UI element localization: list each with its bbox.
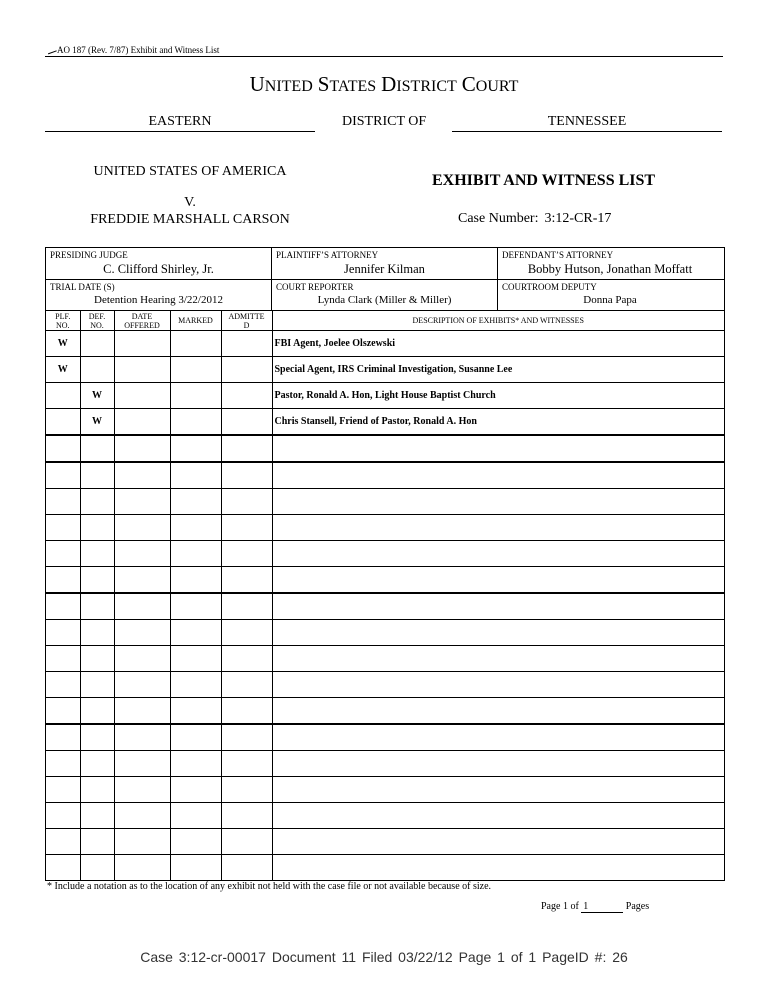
plf-no-cell: W xyxy=(46,357,80,383)
plf-no-header: PLF. NO. xyxy=(46,311,80,331)
plf-no-cell xyxy=(46,672,80,698)
defendant-attorney-cell xyxy=(498,248,722,279)
table-row xyxy=(46,829,724,855)
admitted-cell xyxy=(221,383,272,409)
admitted-cell xyxy=(221,646,272,672)
case-number xyxy=(458,211,611,227)
marked-cell xyxy=(170,357,221,383)
defendant-name: FREDDIE MARSHALL CARSON xyxy=(90,212,290,227)
case-number-label: Case Number: xyxy=(458,211,539,226)
date-offered-cell xyxy=(114,541,170,567)
page-suffix: Pages xyxy=(625,901,650,912)
plf-no-cell xyxy=(46,541,80,567)
admitted-cell xyxy=(221,803,272,829)
marked-cell xyxy=(170,567,221,594)
table-row xyxy=(46,751,724,777)
date-offered-cell xyxy=(114,435,170,462)
marked-cell xyxy=(170,462,221,489)
description-cell xyxy=(272,724,724,751)
pen-icon xyxy=(46,46,57,55)
def-no-cell: W xyxy=(80,409,114,436)
plf-no-cell xyxy=(46,462,80,489)
description-cell xyxy=(272,751,724,777)
table-row xyxy=(46,620,724,646)
table-row xyxy=(46,383,724,409)
def-no-cell xyxy=(80,698,114,725)
date-offered-header: DATE OFFERED xyxy=(114,311,170,331)
def-no-cell: W xyxy=(80,383,114,409)
def-no-cell xyxy=(80,620,114,646)
court-title-cap: S xyxy=(317,72,330,96)
plf-no-cell xyxy=(46,751,80,777)
plf-no-cell xyxy=(46,593,80,620)
court-title-rest: NITED xyxy=(264,78,313,95)
table-row xyxy=(46,357,724,383)
plf-no-cell xyxy=(46,855,80,881)
marked-cell xyxy=(170,541,221,567)
field-label: DEFENDANT’S ATTORNEY xyxy=(502,250,614,260)
field-label: COURT REPORTER xyxy=(276,282,354,292)
date-offered-cell xyxy=(114,357,170,383)
field-label: PLAINTIFF’S ATTORNEY xyxy=(276,250,379,260)
table-row xyxy=(46,724,724,751)
description-cell xyxy=(272,435,724,462)
admitted-header: ADMITTE D xyxy=(221,311,272,331)
admitted-cell xyxy=(221,751,272,777)
def-no-cell xyxy=(80,672,114,698)
court-title xyxy=(0,72,768,97)
def-no-cell xyxy=(80,567,114,594)
trial-date-cell xyxy=(46,280,272,310)
plf-no-cell xyxy=(46,829,80,855)
admitted-cell xyxy=(221,489,272,515)
plf-no-cell xyxy=(46,803,80,829)
plf-no-cell: W xyxy=(46,331,80,357)
def-no-cell xyxy=(80,724,114,751)
marked-cell xyxy=(170,331,221,357)
marked-cell xyxy=(170,698,221,725)
presiding-judge-cell xyxy=(46,248,272,279)
admitted-cell xyxy=(221,698,272,725)
plf-no-cell xyxy=(46,724,80,751)
case-number-value: 3:12-CR-17 xyxy=(544,211,612,226)
description-cell xyxy=(272,646,724,672)
marked-cell xyxy=(170,829,221,855)
form-id-text: AO 187 (Rev. 7/87) Exhibit and Witness List xyxy=(57,45,220,55)
description-cell xyxy=(272,829,724,855)
trial-date-value: Detention Hearing 3/22/2012 xyxy=(94,294,223,306)
marked-cell xyxy=(170,515,221,541)
plaintiff-attorney-cell xyxy=(272,248,498,279)
description-cell xyxy=(272,541,724,567)
date-offered-cell xyxy=(114,489,170,515)
plf-no-cell xyxy=(46,646,80,672)
table-header-row xyxy=(46,311,724,331)
versus-label: V. xyxy=(184,195,196,210)
marked-header: MARKED xyxy=(170,311,221,331)
court-reporter-value: Lynda Clark (Miller & Miller) xyxy=(317,294,452,306)
page-prefix: Page 1 of xyxy=(541,901,579,912)
admitted-cell xyxy=(221,724,272,751)
admitted-cell xyxy=(221,409,272,436)
plf-no-cell xyxy=(46,489,80,515)
defendant-attorney-value: Bobby Hutson, Jonathan Moffatt xyxy=(527,262,693,276)
plf-no-cell xyxy=(46,620,80,646)
def-no-cell xyxy=(80,751,114,777)
table-row xyxy=(46,672,724,698)
date-offered-cell xyxy=(114,751,170,777)
def-no-cell xyxy=(80,646,114,672)
plf-no-cell xyxy=(46,698,80,725)
plf-no-cell xyxy=(46,435,80,462)
date-offered-cell xyxy=(114,646,170,672)
date-offered-cell xyxy=(114,331,170,357)
table-row xyxy=(46,515,724,541)
plf-no-cell xyxy=(46,567,80,594)
date-offered-cell xyxy=(114,724,170,751)
def-no-cell xyxy=(80,541,114,567)
description-cell xyxy=(272,593,724,620)
admitted-cell xyxy=(221,855,272,881)
table-row xyxy=(46,409,724,436)
def-no-cell xyxy=(80,462,114,489)
date-offered-cell xyxy=(114,829,170,855)
def-no-cell xyxy=(80,357,114,383)
document-title: EXHIBIT AND WITNESS LIST xyxy=(432,172,656,189)
courtroom-deputy-value: Donna Papa xyxy=(583,294,637,306)
plaintiff-attorney-value: Jennifer Kilman xyxy=(344,262,425,276)
date-offered-cell xyxy=(114,777,170,803)
page-total: 1 xyxy=(581,901,623,913)
description-cell xyxy=(272,855,724,881)
marked-cell xyxy=(170,751,221,777)
exhibit-table xyxy=(46,311,724,881)
date-offered-cell xyxy=(114,698,170,725)
exhibit-form-grid xyxy=(45,247,725,881)
court-title-rest: OURT xyxy=(475,78,519,95)
date-offered-cell xyxy=(114,593,170,620)
description-cell: Chris Stansell, Friend of Pastor, Ronald A. Hon xyxy=(272,409,724,436)
admitted-cell xyxy=(221,357,272,383)
description-cell xyxy=(272,672,724,698)
marked-cell xyxy=(170,724,221,751)
description-cell xyxy=(272,462,724,489)
court-title-cap: U xyxy=(249,72,265,96)
district-region-field: EASTERN xyxy=(45,114,315,132)
plf-no-cell xyxy=(46,383,80,409)
table-row xyxy=(46,435,724,462)
description-cell xyxy=(272,515,724,541)
admitted-cell xyxy=(221,435,272,462)
marked-cell xyxy=(170,593,221,620)
description-cell: Pastor, Ronald A. Hon, Light House Baptist Church xyxy=(272,383,724,409)
court-title-cap: D xyxy=(381,72,397,96)
district-state-field: TENNESSEE xyxy=(452,114,722,132)
description-cell xyxy=(272,567,724,594)
date-offered-cell xyxy=(114,855,170,881)
admitted-cell xyxy=(221,462,272,489)
date-offered-cell xyxy=(114,620,170,646)
marked-cell xyxy=(170,620,221,646)
table-row xyxy=(46,803,724,829)
admitted-cell xyxy=(221,672,272,698)
header-rule xyxy=(45,56,723,57)
table-row xyxy=(46,462,724,489)
def-no-cell xyxy=(80,803,114,829)
field-label: COURTROOM DEPUTY xyxy=(502,282,597,292)
marked-cell xyxy=(170,803,221,829)
table-row xyxy=(46,593,724,620)
marked-cell xyxy=(170,855,221,881)
table-row xyxy=(46,331,724,357)
form-identifier xyxy=(47,45,219,55)
date-offered-cell xyxy=(114,803,170,829)
admitted-cell xyxy=(221,777,272,803)
marked-cell xyxy=(170,383,221,409)
def-no-cell xyxy=(80,855,114,881)
marked-cell xyxy=(170,672,221,698)
table-row xyxy=(46,541,724,567)
def-no-cell xyxy=(80,489,114,515)
date-offered-cell xyxy=(114,462,170,489)
date-offered-cell xyxy=(114,672,170,698)
table-row xyxy=(46,489,724,515)
description-cell xyxy=(272,698,724,725)
marked-cell xyxy=(170,489,221,515)
plf-no-cell xyxy=(46,409,80,436)
description-cell xyxy=(272,620,724,646)
table-row xyxy=(46,646,724,672)
presiding-judge-value: C. Clifford Shirley, Jr. xyxy=(103,262,214,276)
description-cell: Special Agent, IRS Criminal Investigation, Susanne Lee xyxy=(272,357,724,383)
field-label: PRESIDING JUDGE xyxy=(50,250,128,260)
date-offered-cell xyxy=(114,409,170,436)
date-offered-cell xyxy=(114,515,170,541)
date-offered-cell xyxy=(114,567,170,594)
admitted-cell xyxy=(221,567,272,594)
info-row-hearing xyxy=(46,280,724,311)
table-row xyxy=(46,855,724,881)
description-header: DESCRIPTION OF EXHIBITS* AND WITNESSES xyxy=(272,311,724,331)
admitted-cell xyxy=(221,541,272,567)
court-title-rest: ISTRICT xyxy=(396,78,457,95)
field-label: TRIAL DATE (S) xyxy=(50,282,115,292)
description-cell: FBI Agent, Joelee Olszewski xyxy=(272,331,724,357)
courtroom-deputy-cell xyxy=(498,280,722,310)
court-title-cap: C xyxy=(461,72,476,96)
marked-cell xyxy=(170,435,221,462)
def-no-cell xyxy=(80,435,114,462)
def-no-cell xyxy=(80,777,114,803)
def-no-cell xyxy=(80,515,114,541)
footnote: * Include a notation as to the location of any exhibit not held with the case file or not available because of size. xyxy=(47,881,492,892)
description-cell xyxy=(272,777,724,803)
def-no-cell xyxy=(80,593,114,620)
admitted-cell xyxy=(221,331,272,357)
plaintiff-name: UNITED STATES OF AMERICA xyxy=(93,164,287,179)
table-row xyxy=(46,777,724,803)
plf-no-cell xyxy=(46,777,80,803)
filing-stamp: Case 3:12-cr-00017 Document 11 Filed 03/22/12 Page 1 of 1 PageID #: 26 xyxy=(140,949,628,965)
def-no-cell xyxy=(80,829,114,855)
court-reporter-cell xyxy=(272,280,498,310)
date-offered-cell xyxy=(114,383,170,409)
marked-cell xyxy=(170,646,221,672)
def-no-header: DEF. NO. xyxy=(80,311,114,331)
admitted-cell xyxy=(221,620,272,646)
def-no-cell xyxy=(80,331,114,357)
table-row xyxy=(46,698,724,725)
court-title-rest: TATES xyxy=(329,78,377,95)
description-cell xyxy=(272,803,724,829)
admitted-cell xyxy=(221,593,272,620)
page-count xyxy=(541,901,649,913)
marked-cell xyxy=(170,409,221,436)
table-row xyxy=(46,567,724,594)
description-cell xyxy=(272,489,724,515)
info-row-attorneys xyxy=(46,248,724,280)
district-of-label: DISTRICT OF xyxy=(342,114,427,129)
admitted-cell xyxy=(221,515,272,541)
marked-cell xyxy=(170,777,221,803)
plf-no-cell xyxy=(46,515,80,541)
admitted-cell xyxy=(221,829,272,855)
